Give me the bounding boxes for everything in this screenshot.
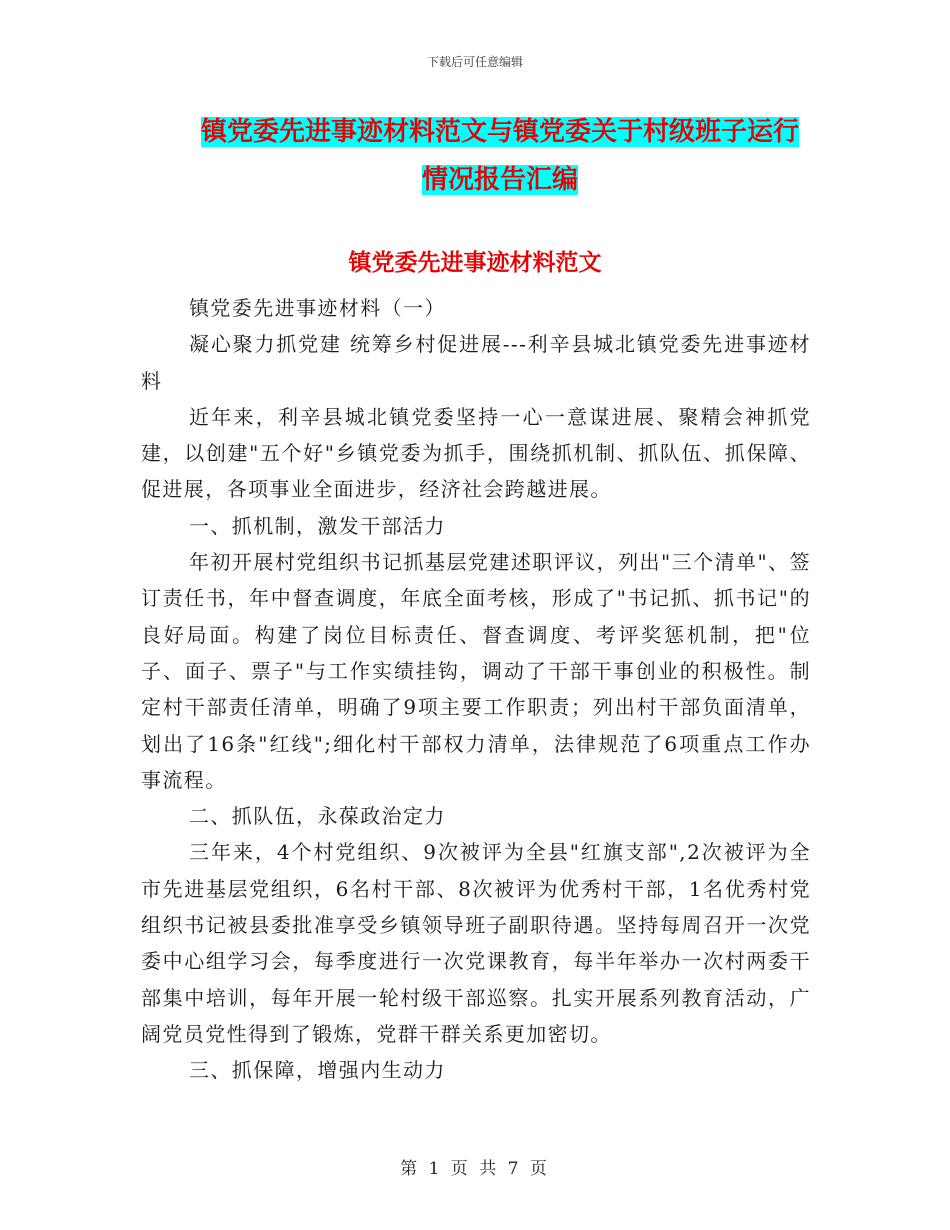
document-body — [141, 290, 811, 1089]
paragraph-body-2: 三年来，4个村党组织、9次被评为全县"红旗支部",2次被评为全市先进基层党组织，6名村干部、8次被评为优秀村干部，1名优秀村党组织书记被县委批准享受乡镇领导班子副职待遇。坚持每周召开一次党委中心组学习会，每季度进行一次党课教育，每半年举办一次村两委干部集中培训，每年开展一轮村级干部巡察。扎实开展系列教育活动，广阔党员党性得到了锻炼，党群干群关系更加密切。 — [141, 840, 811, 1046]
paragraph-intro: 近年来，利辛县城北镇党委坚持一心一意谋进展、聚精会神抓党建，以创建"五个好"乡镇党委为抓手，围绕抓机制、抓队伍、抓保障、促进展，各项事业全面进步，经济社会跨越进展。 — [141, 404, 811, 502]
paragraph-heading-3: 三、抓保障，增强内生动力 — [189, 1058, 446, 1083]
document-title-line-1: 镇党委先进事迹材料范文与镇党委关于村级班子运行 — [200, 117, 799, 147]
paragraph-subtitle: 镇党委先进事迹材料（一） — [189, 296, 446, 320]
document-title — [190, 108, 810, 204]
paragraph-body-1: 年初开展村党组织书记抓基层党建述职评议，列出"三个清单"、签订责任书，年中督查调度，年底全面考核，形成了"书记抓、抓书记"的良好局面。构建了岗位目标责任、督查调度、考评奖惩机制，把"位子、面子、票子"与工作实绩挂钩，调动了干部干事创业的积极性。制定村干部责任清单，明确了9项主要工作职责；列出村干部负面清单，划出了16条"红线";细化村干部权力清单，法律规范了6项重点工作办事流程。 — [141, 550, 811, 792]
paragraph-heading-1: 一、抓机制，激发干部活力 — [189, 513, 446, 538]
paragraph-heading-2: 二、抓队伍，永葆政治定力 — [189, 804, 446, 829]
document-title-line-2: 情况报告汇编 — [421, 165, 578, 195]
page-number: 第 1 页 共 7 页 — [400, 1159, 550, 1179]
page-header-note: 下载后可任意编辑 — [426, 55, 523, 69]
section-heading: 镇党委先进事迹材料范文 — [348, 250, 602, 276]
paragraph-article-title: 凝心聚力抓党建 统筹乡村促进展---利辛县城北镇党委先进事迹材料 — [141, 332, 811, 393]
